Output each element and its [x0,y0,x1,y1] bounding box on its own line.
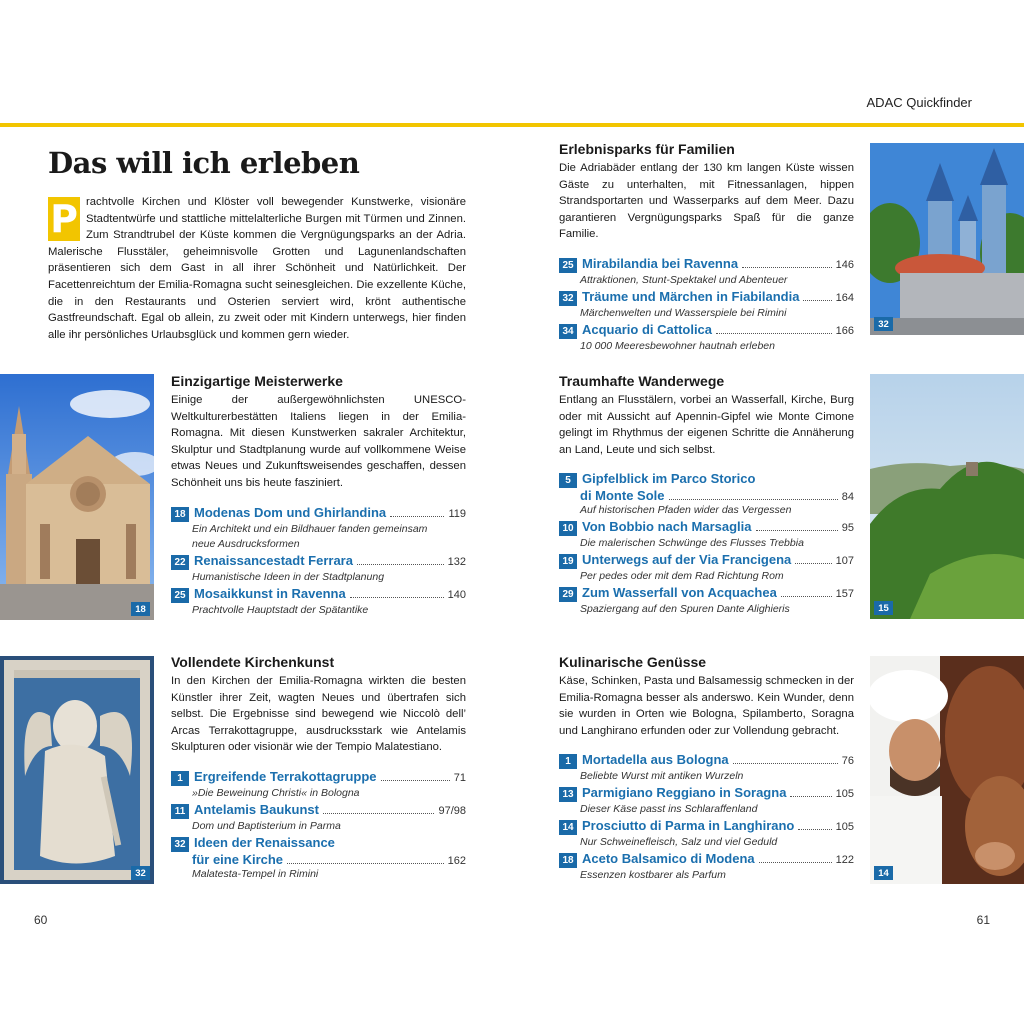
dot-leader [733,763,838,764]
entry-subtitle: Ein Architekt und ein Bildhauer fanden gemeinsam [192,522,428,535]
dot-leader [790,796,831,797]
entry-subtitle: Essenzen kostbarer als Parfum [580,869,726,882]
list-item [559,289,854,321]
entry-number: 14 [559,820,577,835]
photo-number-badge: 14 [874,866,893,880]
list-item [559,585,854,617]
section-heading: Einzigartige Meisterwerke [171,373,343,389]
entry-title: Antelamis Baukunst [194,801,319,817]
dot-leader [669,499,838,500]
entry-subtitle: Die malerischen Schwünge des Flusses Trebbia [580,537,804,550]
dot-leader [798,829,831,830]
entry-number: 5 [559,473,577,488]
relief-photo [0,656,154,884]
entry-title: Prosciutto di Parma in Langhirano [582,818,795,834]
list-item [171,586,466,618]
dot-leader [357,564,444,565]
entry-number: 13 [559,787,577,802]
entry-subtitle: Dom und Baptisterium in Parma [192,819,341,832]
list-item [171,553,466,585]
entry-title: Unterwegs auf der Via Francigena [582,552,792,568]
dot-leader [287,863,444,864]
entry-subtitle: Märchenwelten und Wasserspiele bei Rimini [580,306,787,319]
section-text: Entlang an Flusstälern, vorbei an Wasserfall, Kirche, Burg oder mit Aussicht auf Apennin-Gipfel wie Monte Cimone gelingt im Rhythmus der eigenen Schritte die Annäherung an Land, Leute und sich selbst. [559,394,854,456]
entry-page: 76 [841,755,854,768]
entry-page: 132 [447,555,466,568]
list-item [559,256,854,288]
prosciutto-photo [870,656,1024,884]
list-item [559,818,854,850]
list-item [559,785,854,817]
list-item [171,802,466,834]
entry-subtitle-cont: neue Ausdrucksformen [192,537,300,550]
entry-subtitle: 10 000 Meeresbewohner hautnah erleben [580,339,775,352]
entry-subtitle: Humanistische Ideen in der Stadtplanung [192,570,385,583]
dot-leader [323,813,434,814]
entry-number: 32 [171,837,189,852]
entry-page: 97/98 [438,804,466,817]
intro-text: rachtvolle Kirchen und Klöster voll bewegender Kunstwerke, visionäre Stadtentwürfe und stattliche mittelalterliche Burgen mit Türmen und Zinnen. Zum Strandtrubel der Küste kommen die Vergnügungsparks an der Adria. Malerische Flusstäler, geheimnisvolle Grotten und Lagunenlandschaften präsentieren sich dem Gast in all ihrer Schönheit und Natürlichkeit. Der Facettenreichtum der Emilia-Romagna sucht seinesgleichen. Die exzellente Küche, die in den Restaurants und Osterien serviert wird, krönt authentische Gastfreundschaft. Egal ob allein, zu zweit oder mit Kindern unterwegs, hier finden alle ihr persönliches Urlaubsglück und kommen gern wieder. [48,196,466,341]
photo-number-badge: 32 [874,317,893,331]
entry-number: 22 [171,555,189,570]
entry-list [559,752,854,883]
entry-number: 32 [559,291,577,306]
entry-page: 146 [835,258,854,271]
entry-title-cont: für eine Kirche [192,851,284,867]
entry-number: 10 [559,521,577,536]
entry-page: 166 [835,324,854,337]
list-item [171,835,466,882]
entry-title: Ergreifende Terrakottagruppe [194,768,377,784]
list-item [559,851,854,883]
entry-title: Ideen der Renaissance [194,834,335,850]
list-item [171,505,466,552]
entry-list [559,256,854,354]
entry-page: 84 [841,491,854,504]
intro-paragraph [48,194,466,343]
entry-subtitle: Attraktionen, Stunt-Spektakel und Abenteuer [580,273,788,286]
dot-leader [803,300,831,301]
dot-leader [716,333,832,334]
photo-number-badge: 15 [874,601,893,615]
entry-list [171,769,466,882]
photo-number-badge: 18 [131,602,150,616]
photo-number-badge: 32 [131,866,150,880]
section-heading: Vollendete Kirchenkunst [171,654,335,670]
section-kirchenkunst [171,654,466,883]
entry-title: Aceto Balsamico di Modena [582,851,755,867]
entry-page: 119 [448,507,466,520]
entry-title: Acquario di Cattolica [582,321,713,337]
dot-leader [756,530,838,531]
dot-leader [381,780,450,781]
entry-title: Parmigiano Reggiano in Soragna [582,785,787,801]
cathedral-photo [0,374,154,620]
list-item [171,769,466,801]
entry-number: 1 [559,754,577,769]
entry-subtitle: Auf historischen Pfaden wider das Vergessen [580,504,792,517]
entry-title: Träume und Märchen in Fiabilandia [582,288,800,304]
entry-number: 1 [171,771,189,786]
entry-subtitle: Nur Schweinefleisch, Salz und viel Geduld [580,836,778,849]
list-item [559,752,854,784]
entry-page: 162 [447,854,466,867]
entry-page: 95 [841,522,854,535]
section-meisterwerke [171,373,466,619]
section-text: Einige der außergewöhnlichsten UNESCO-Weltkulturerbestätten Italiens liegen in der Emilia-Romagna. Mit diesen Kunstwerken sakraler Architektur, Skulptur und Stadtplanung wurde auf vollkommene Weise etwas Neues und Zukunftsweisendes geschaffen, dessen Schönheit uns bis heute fasziniert. [171,394,466,489]
dot-leader [742,267,832,268]
entry-title: Von Bobbio nach Marsaglia [582,519,752,535]
entry-subtitle: Malatesta-Tempel in Rimini [192,867,319,880]
list-item [559,471,854,518]
entry-page: 157 [835,588,854,601]
entry-title: Mortadella aus Bologna [582,752,729,768]
entry-title: Mosaikkunst in Ravenna [194,585,346,601]
entry-page: 140 [447,588,466,601]
entry-number: 34 [559,324,577,339]
page-number-right: 61 [976,913,990,927]
entry-title-cont: di Monte Sole [580,488,665,504]
entry-number: 18 [171,507,189,522]
landscape-photo [870,374,1024,619]
entry-title: Renaissancestadt Ferrara [194,552,353,568]
entry-number: 18 [559,853,577,868]
entry-subtitle: Per pedes oder mit dem Rad Richtung Rom [580,570,784,583]
section-text: In den Kirchen der Emilia-Romagna wirkten die besten Künstler ihrer Zeit, wagten Neues und übertrafen sich selbst. Die Ergebnisse sind bewegend wie Niccolò dell’ Arcas Terrakottagruppe, ausdrucksstark wie Antelamis Skulpturen oder visionär wie der Tempio Malatestiano. [171,675,466,754]
entry-page: 71 [453,771,466,784]
dot-leader [781,596,832,597]
list-item [559,322,854,354]
entry-number: 29 [559,587,577,602]
section-heading: Kulinarische Genüsse [559,654,707,670]
entry-subtitle: Prachtvolle Hauptstadt der Spätantike [192,603,369,616]
section-heading: Erlebnisparks für Familien [559,141,735,157]
dot-leader [350,597,444,598]
entry-number: 25 [171,588,189,603]
entry-list [171,505,466,618]
themepark-photo [870,143,1024,335]
section-kulinarisch [559,654,854,884]
entry-subtitle: »Die Beweinung Christi« in Bologna [192,786,360,799]
dot-leader [795,563,831,564]
entry-number: 19 [559,554,577,569]
section-text: Käse, Schinken, Pasta und Balsamessig schmecken in der Emilia-Romagna besser als anderswo. Kein Wunder, denn sie wurden in Orten wie Bologna, Spilamberto, Soragna und Langhirano erfunden oder zur Vollendung gebracht. [559,675,854,737]
entry-number: 25 [559,258,577,273]
entry-page: 164 [835,291,854,304]
entry-number: 11 [171,804,189,819]
dot-leader [390,516,444,517]
section-heading: Traumhafte Wanderwege [559,373,725,389]
entry-page: 122 [835,854,854,867]
entry-title: Modenas Dom und Ghirlandina [194,504,387,520]
entry-list [559,471,854,617]
entry-page: 107 [835,555,854,568]
list-item [559,552,854,584]
entry-page: 105 [835,788,854,801]
header-rule [0,123,1024,127]
section-erlebnisparks [559,141,854,355]
entry-title: Zum Wasserfall von Acquachea [582,585,777,601]
running-header: ADAC Quickfinder [866,95,972,110]
entry-title: Mirabilandia bei Ravenna [582,255,739,271]
drop-cap: P [48,197,80,241]
page-number-left: 60 [34,913,48,927]
page-title: Das will ich erleben [48,146,360,180]
entry-subtitle: Spaziergang auf den Spuren Dante Alighieris [580,603,790,616]
entry-subtitle: Beliebte Wurst mit antiken Wurzeln [580,770,744,783]
entry-page: 105 [835,821,854,834]
section-wanderwege [559,373,854,618]
list-item [559,519,854,551]
entry-title: Gipfelblick im Parco Storico [582,471,756,487]
dot-leader [759,862,832,863]
entry-subtitle: Dieser Käse passt ins Schlaraffenland [580,803,758,816]
section-text: Die Adriabäder entlang der 130 km langen Küste wissen Gäste zu unterhalten, mit Fitnessanlagen, hippen Strandsportarten und Wasserparks auf dem Meer. Dazu garantieren Vergnügungsparks Spaß für die ganze Familie. [559,162,854,241]
